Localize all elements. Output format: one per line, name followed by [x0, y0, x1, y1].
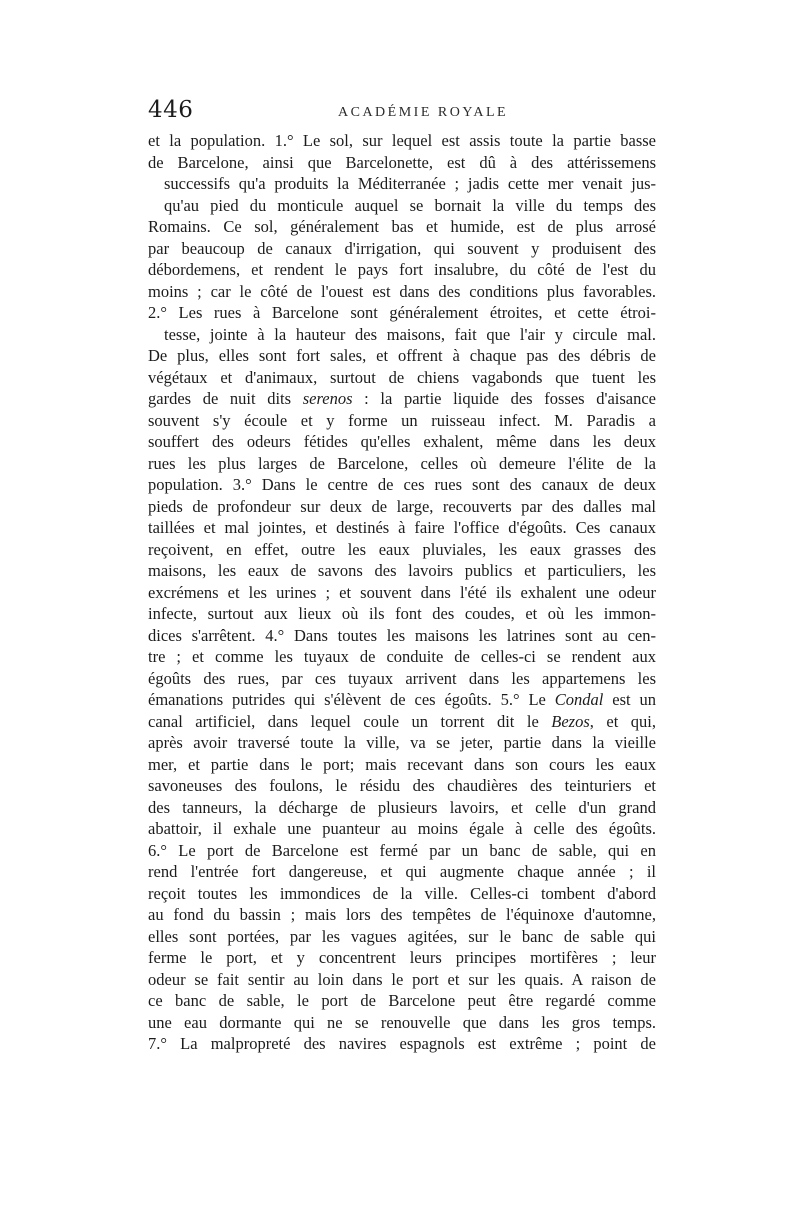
text-line	[148, 754, 656, 776]
running-head: ACADÉMIE ROYALE	[338, 105, 509, 120]
text-line	[148, 840, 656, 862]
text-segment: excrémens et les urines ; et souvent dans l'été ils exhalent une odeur	[148, 582, 656, 602]
text-line	[148, 775, 656, 797]
text-line	[148, 474, 656, 496]
text-segment: canal artificiel, dans lequel coule un torrent dit le	[148, 711, 552, 731]
text-segment: 7.° La malpropreté des navires espagnols est extrême ; point de	[148, 1034, 656, 1053]
text-segment: et la population. 1.° Le sol, sur lequel est assis toute la partie basse	[148, 131, 656, 150]
text-segment: reçoit toutes les immondices de la ville. Celles-ci tombent d'abord	[148, 883, 656, 903]
text-segment: des tanneurs, la décharge de plusieurs lavoirs, et celle d'un grand	[148, 797, 656, 817]
text-segment: infecte, surtout aux lieux où ils font des coudes, et où les immon-	[148, 604, 656, 623]
text-segment: reçoivent, en effet, outre les eaux pluviales, les eaux grasses des	[148, 539, 656, 559]
text-segment: souffert des odeurs fétides qu'elles exhalent, même dans les deux	[148, 432, 656, 451]
text-segment: débordemens, et rendent le pays fort insalubre, du côté de l'est du	[148, 260, 656, 279]
text-segment: 2.° Les rues à Barcelone sont généralement étroites, et cette étroi-	[148, 303, 656, 322]
text-line	[148, 947, 656, 969]
text-segment: ce banc de sable, le port de Barcelone peut être regardé comme	[148, 991, 656, 1010]
text-line	[148, 238, 656, 260]
text-line	[148, 732, 656, 754]
text-segment: ferme le port, et y concentrent leurs principes mortifères ; leur	[148, 948, 656, 967]
text-segment: après avoir traversé toute la ville, va se jeter, partie dans la vieille	[148, 733, 656, 752]
text-line	[148, 216, 656, 238]
text-segment: égoûts des rues, par ces tuyaux arrivent dans les appartemens les	[148, 668, 656, 688]
text-segment: savoneuses des foulons, le résidu des chaudières des teinturiers et	[148, 776, 656, 795]
text-line	[148, 926, 656, 948]
text-segment: tre ; et comme les tuyaux de conduite de celles-ci se rendent aux	[148, 647, 656, 666]
text-line	[148, 410, 656, 432]
text-segment: rend l'entrée fort dangereuse, et qui augmente chaque année ; il	[148, 862, 656, 881]
text-segment: odeur se fait sentir au loin dans le port et sur les quais. A raison de	[148, 969, 656, 989]
text-line	[148, 195, 656, 217]
text-segment: moins ; car le côté de l'ouest est dans des conditions plus favorables.	[148, 281, 656, 301]
text-line	[148, 883, 656, 905]
body-text	[148, 130, 656, 1055]
text-line	[148, 539, 656, 561]
page-header	[148, 96, 652, 126]
text-segment: maisons, les eaux de savons des lavoirs publics et particuliers, les	[148, 561, 656, 580]
text-segment: pieds de profondeur sur deux de large, recouverts par des dalles mal	[148, 496, 656, 516]
text-segment: souvent s'y écoule et y forme un ruisseau infect. M. Paradis a	[148, 410, 656, 430]
text-line	[148, 453, 656, 475]
text-segment: au fond du bassin ; mais lors des tempêtes de l'équinoxe d'automne,	[148, 905, 656, 924]
text-line	[148, 496, 656, 518]
text-line	[148, 324, 656, 346]
text-segment: rues les plus larges de Barcelone, celles où demeure l'élite de la	[148, 453, 656, 473]
text-line	[148, 861, 656, 883]
text-line	[148, 1033, 656, 1055]
text-line	[148, 969, 656, 991]
page-number: 446	[148, 97, 194, 123]
text-line	[148, 603, 656, 625]
text-segment: par beaucoup de canaux d'irrigation, qui souvent y produisent des	[148, 238, 656, 258]
text-line	[148, 1012, 656, 1034]
text-segment: : la partie liquide des fosses d'aisance	[352, 389, 656, 408]
text-line	[148, 560, 656, 582]
text-segment: tesse, jointe à la hauteur des maisons, fait que l'air y circule mal.	[164, 324, 656, 344]
text-segment: Romains. Ce sol, généralement bas et humide, est de plus arrosé	[148, 217, 656, 236]
text-segment: De plus, elles sont fort sales, et offrent à chaque pas des débris de	[148, 346, 656, 365]
text-line	[148, 517, 656, 539]
text-line	[148, 646, 656, 668]
text-segment: est un	[603, 690, 656, 709]
text-segment: dices s'arrêtent. 4.° Dans toutes les maisons les latrines sont au cen-	[148, 625, 656, 645]
text-line	[148, 152, 656, 174]
text-segment: végétaux et d'animaux, surtout de chiens vagabonds que tuent les	[148, 367, 656, 387]
text-line	[148, 990, 656, 1012]
text-line	[148, 388, 656, 410]
text-line	[148, 818, 656, 840]
italic-term: Condal	[554, 690, 604, 709]
text-line	[148, 689, 656, 711]
text-segment: qu'au pied du monticule auquel se bornait la ville du temps des	[164, 195, 656, 215]
text-segment: population. 3.° Dans le centre de ces rues sont des canaux de deux	[148, 475, 656, 494]
text-line	[148, 173, 656, 195]
text-line	[148, 345, 656, 367]
text-segment: , et qui,	[589, 711, 656, 731]
text-line	[148, 625, 656, 647]
text-line	[148, 367, 656, 389]
text-segment: 6.° Le port de Barcelone est fermé par un banc de sable, qui en	[148, 840, 656, 860]
italic-term: Bezos	[551, 711, 590, 731]
italic-term: serenos	[302, 389, 353, 408]
text-segment: elles sont portées, par les vagues agitées, sur le banc de sable qui	[148, 926, 656, 946]
text-line	[148, 259, 656, 281]
text-segment: une eau dormante qui ne se renouvelle que dans les gros temps.	[148, 1012, 656, 1032]
text-line	[148, 582, 656, 604]
text-line	[148, 797, 656, 819]
text-segment: gardes de nuit dits	[148, 389, 303, 408]
text-line	[148, 302, 656, 324]
text-line	[148, 130, 656, 152]
text-segment: mer, et partie dans le port; mais recevant dans son cours les eaux	[148, 754, 656, 774]
text-segment: successifs qu'a produits la Méditerranée ; jadis cette mer venait jus-	[164, 174, 656, 193]
text-line	[148, 431, 656, 453]
text-line	[148, 711, 656, 733]
text-segment: abattoir, il exhale une puanteur au moins égale à celle des égoûts.	[148, 819, 656, 838]
text-line	[148, 904, 656, 926]
text-segment: taillées et mal jointes, et destinés à faire l'office d'égoûts. Ces canaux	[148, 518, 656, 537]
text-line	[148, 281, 656, 303]
text-segment: émanations putrides qui s'élèvent de ces égoûts. 5.° Le	[148, 690, 555, 709]
text-line	[148, 668, 656, 690]
text-segment: de Barcelone, ainsi que Barcelonette, est dû à des attérissemens	[148, 152, 656, 172]
